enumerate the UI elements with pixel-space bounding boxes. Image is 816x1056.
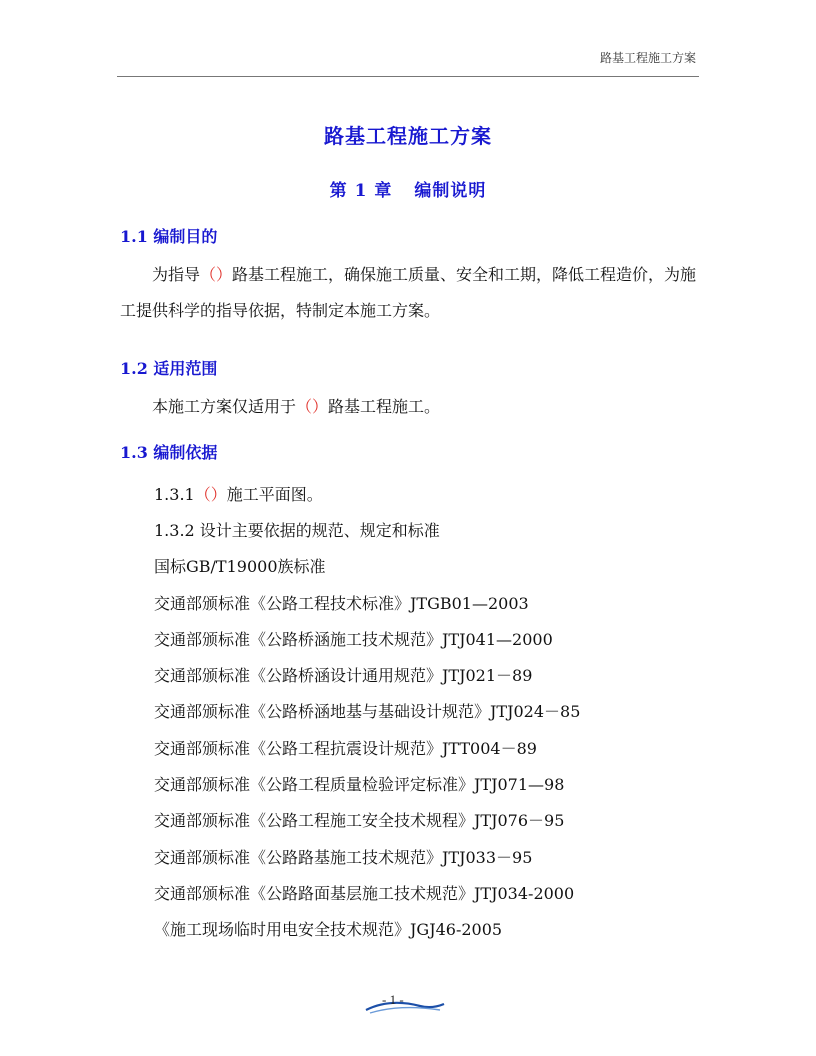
item-1-3-2: 1.3.2 设计主要依据的规范、规定和标准 (154, 521, 440, 540)
text-run: 路基工程施工，确保施工质量、安全和工期，降低工程造价，为施工提供科学的指导依据，特制定本施工方案。 (120, 265, 697, 320)
standard-item: 交通部颁标准《公路桥涵施工技术规范》JTJ041—2000 (154, 630, 553, 649)
header-divider (117, 76, 699, 77)
standard-item: 交通部颁标准《公路工程质量检验评定标准》JTJ071—98 (154, 775, 565, 794)
standard-item: 交通部颁标准《公路工程抗震设计规范》JTT004－89 (154, 739, 537, 758)
standard-item: 交通部颁标准《公路工程技术标准》JTGB01—2003 (154, 594, 529, 613)
section-heading-1-1: 1.1 编制目的 (120, 227, 218, 246)
header-text: 路基工程施工方案 (599, 51, 696, 65)
page-number: - 1 - (382, 992, 404, 1007)
footer-swoosh-icon (360, 990, 450, 1018)
text-run: 本施工方案仅适用于 (152, 397, 297, 416)
standard-item: 《施工现场临时用电安全技术规范》JGJ46-2005 (154, 920, 503, 939)
standard-item: 交通部颁标准《公路路面基层施工技术规范》JTJ034-2000 (154, 884, 575, 903)
standard-item: 交通部颁标准《公路桥涵设计通用规范》JTJ021－89 (154, 666, 533, 685)
text-run: 路基工程施工。 (328, 397, 441, 416)
section-1-1-paragraph (120, 257, 700, 329)
standard-item: 交通部颁标准《公路路基施工技术规范》JTJ033－95 (154, 848, 533, 867)
chapter-label: 第 1 章 (329, 181, 393, 201)
section-heading-1-3: 1.3 编制依据 (120, 443, 218, 462)
placeholder-blank: （） (296, 397, 329, 416)
section-1-2-paragraph (120, 389, 700, 425)
standard-item: 交通部颁标准《公路工程施工安全技术规程》JTJ076－95 (154, 811, 565, 830)
item-1-3-1 (154, 482, 323, 505)
standard-item: 国标GB/T19000族标准 (154, 557, 326, 576)
page-footer (360, 990, 450, 1018)
text-run: 施工平面图。 (226, 485, 323, 504)
text-run: 为指导 (152, 265, 201, 284)
placeholder-blank: （） (200, 265, 233, 284)
standard-item: 交通部颁标准《公路桥涵地基与基础设计规范》JTJ024－85 (154, 702, 581, 721)
chapter-name: 编制说明 (414, 181, 487, 201)
placeholder-blank: （） (194, 485, 227, 504)
section-heading-1-2: 1.2 适用范围 (120, 359, 218, 378)
chapter-heading (0, 176, 816, 201)
text-run: 1.3.1 (154, 485, 195, 504)
document-title: 路基工程施工方案 (324, 124, 492, 148)
